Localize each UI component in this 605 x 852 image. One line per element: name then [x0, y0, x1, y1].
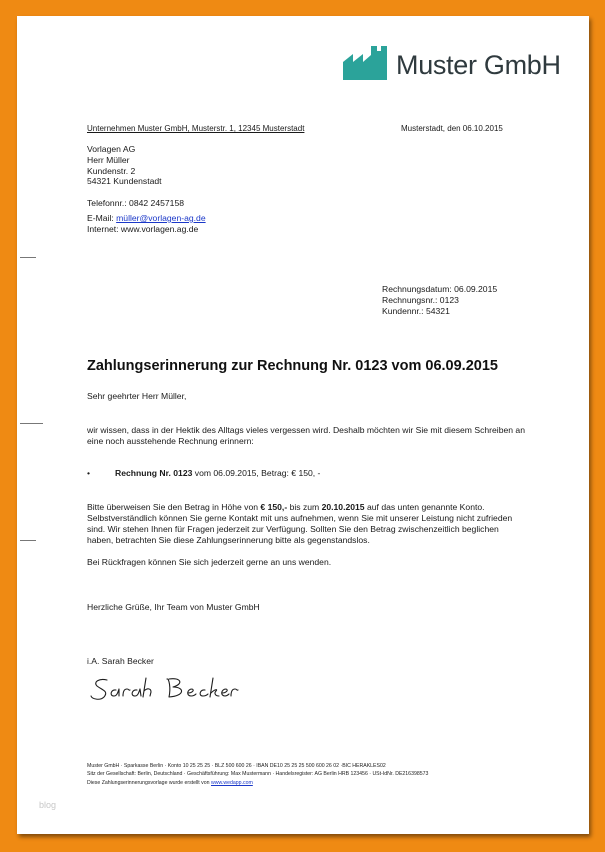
- email-link[interactable]: müller@vorlagen-ag.de: [116, 212, 206, 223]
- punch-mark: [20, 423, 43, 424]
- invoice-date: Rechnungsdatum: 06.09.2015: [382, 284, 498, 294]
- subject-heading: Zahlungserinnerung zur Rechnung Nr. 0123 vom 06.09.2015: [87, 358, 498, 374]
- watermark: blog: [39, 800, 57, 810]
- email-label: E-Mail:: [87, 212, 117, 223]
- fold-mark-bottom: [20, 540, 36, 541]
- footer-company-details: Sitz der Gesellschaft: Berlin, Deutschland · Geschäftsführung: Max Mustermann · Handelsregister: AG Berlin HRB 123456 · USt-IdNr. DE216398573: [87, 771, 429, 778]
- footer-bank-details: Muster GmbH · Sparkasse Berlin · Konto 10 25 25 25 · BLZ 500 600 26 · IBAN DE10 25 25 25 500 600 26 02 ·BIC HERAKLES02: [87, 763, 386, 769]
- invoice-number: Rechnungsnr.: 0123: [382, 294, 459, 305]
- company-logo-text: Muster GmbH: [396, 50, 561, 80]
- recipient-contact: [87, 198, 206, 234]
- sender-line: Unternehmen Muster GmbH, Musterstr. 1, 12345 Musterstadt: [87, 124, 305, 133]
- recipient-street: Kundenstr. 2: [87, 165, 136, 176]
- invoice-amount-text: vom 06.09.2015, Betrag: € 150, -: [192, 468, 321, 478]
- fold-mark-top: [20, 257, 36, 258]
- recipient-email-row: [87, 213, 206, 224]
- recipient-internet: Internet: www.vorlagen.ag.de: [87, 223, 199, 234]
- handwritten-signature: [89, 674, 239, 704]
- recipient-name: Herr Müller: [87, 154, 130, 165]
- payment-deadline: 20.10.2015: [321, 502, 365, 512]
- invoice-reference: Rechnung Nr. 0123: [115, 468, 193, 478]
- bullet-item: [87, 468, 320, 479]
- bullet-symbol: •: [87, 468, 91, 478]
- payment-paragraph: Bitte überweisen Sie den Betrag in Höhe von € 150,- bis zum 20.10.2015 auf das unten genannte Konto. Selbstverständlich können Sie gerne Kontakt mit uns aufnehmen, wenn Sie mit unserer Leistung nicht zufrieden sind. Wir stehen Ihnen für Fragen jederzeit zur Verfügung. Sollten Sie den Betrag zwischenzeitlich beglichen haben, betrachten Sie diese Zahlungserinnerung bitte als gegenstandslos.: [87, 502, 513, 545]
- intro-paragraph: wir wissen, dass in der Hektik des Alltags vieles vergessen wird. Deshalb möchten wir Sie mit diesem Schreiben an eine noch ausstehende Rechnung erinnern:: [87, 425, 525, 446]
- salutation: Sehr geehrter Herr Müller,: [87, 391, 187, 401]
- footer-link[interactable]: www.wedapp.com: [211, 779, 253, 786]
- letter-page: [17, 16, 589, 834]
- recipient-phone: Telefonnr.: 0842 2457158: [87, 198, 185, 208]
- questions-paragraph: Bei Rückfragen können Sie sich jederzeit gerne an uns wenden.: [87, 557, 332, 567]
- recipient-address: [87, 144, 162, 187]
- invoice-info: [382, 284, 497, 316]
- footer: [87, 762, 428, 787]
- place-date: Musterstadt, den 06.10.2015: [401, 124, 503, 133]
- amount-due: € 150,-: [260, 502, 288, 512]
- signer-name: i.A. Sarah Becker: [87, 656, 154, 666]
- closing: Herzliche Grüße, Ihr Team von Muster GmbH: [87, 602, 260, 612]
- factory-logo-icon: [343, 46, 389, 80]
- footer-credit: Diese Zahlungserinnerungsvorlage wurde erstellt von www.wedapp.com: [87, 779, 253, 786]
- recipient-city: 54321 Kundenstadt: [87, 176, 162, 187]
- customer-number: Kundennr.: 54321: [382, 305, 450, 316]
- recipient-company: Vorlagen AG: [87, 144, 136, 154]
